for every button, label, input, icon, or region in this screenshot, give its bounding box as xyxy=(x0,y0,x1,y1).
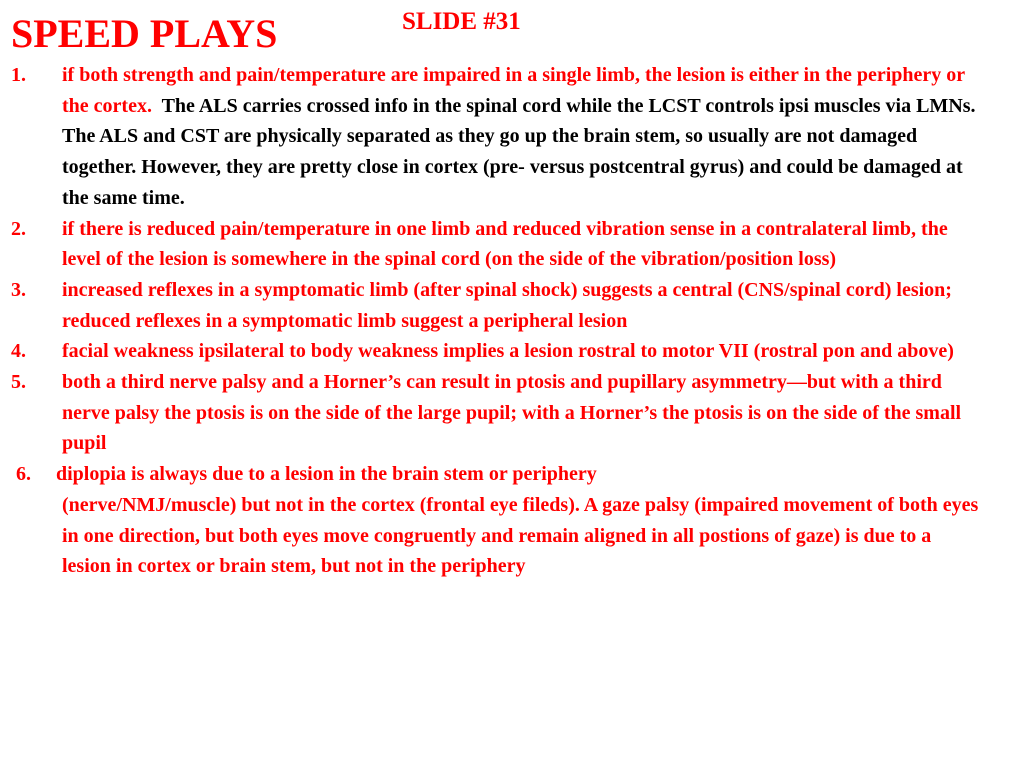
speed-plays-list xyxy=(0,60,1024,582)
list-item-number: 3. xyxy=(11,278,26,301)
list-item-text-black: The ALS carries crossed info in the spinal cord while the LCST controls ipsi muscles via LMNs. The ALS and CST are physically separated as they go up the brain stem, so usually are not damaged together. However, they are pretty close in cortex (pre- versus postcentral gyrus) and could be damaged at the same time. xyxy=(62,94,976,209)
slide-title: SPEED PLAYS xyxy=(11,11,278,56)
list-item-number: 2. xyxy=(11,217,26,240)
list-item-1 xyxy=(0,60,1024,214)
slide-number: SLIDE #31 xyxy=(402,8,521,35)
list-item-5 xyxy=(0,367,1024,459)
list-item-text-first-line: diplopia is always due to a lesion in the brain stem or periphery xyxy=(56,463,597,486)
list-item-4 xyxy=(0,336,1024,367)
list-item-number: 1. xyxy=(11,64,26,86)
list-item-text-red: facial weakness ipsilateral to body weakness implies a lesion rostral to motor VII (rostral pon and above) xyxy=(62,340,954,363)
list-item-text-red: both a third nerve palsy and a Horner’s can result in ptosis and pupillary asymmetry—but with a third nerve palsy the ptosis is on the side of the large pupil; with a Horner’s the ptosis is on the side of the small pupil xyxy=(62,371,962,455)
list-item-3 xyxy=(0,275,1024,336)
list-item-number: 4. xyxy=(11,340,26,363)
list-item-text-red: if there is reduced pain/temperature in one limb and reduced vibration sense in a contralateral limb, the level of the lesion is somewhere in the spinal cord (on the side of the vibration/position loss) xyxy=(62,217,948,271)
list-item-text-red: increased reflexes in a symptomatic limb (after spinal shock) suggests a central (CNS/spinal cord) lesion; reduced reflexes in a symptomatic limb suggest a peripheral lesion xyxy=(62,278,952,332)
list-item-number: 6. xyxy=(16,463,31,486)
list-item-6 xyxy=(0,459,1024,582)
list-item-text-rest: (nerve/NMJ/muscle) but not in the cortex (frontal eye fileds). A gaze palsy (impaired movement of both eyes in one direction, but both eyes move congruently and remain aligned in all postions of gaze) is due to a lesion in cortex or brain stem, but not in the periphery xyxy=(62,493,979,578)
list-item-2 xyxy=(0,214,1024,275)
list-item-number: 5. xyxy=(11,371,26,394)
list-item-text-red: if both strength and pain/temperature are impaired in a single limb, the lesion is either in the periphery or the cortex. xyxy=(62,64,965,117)
